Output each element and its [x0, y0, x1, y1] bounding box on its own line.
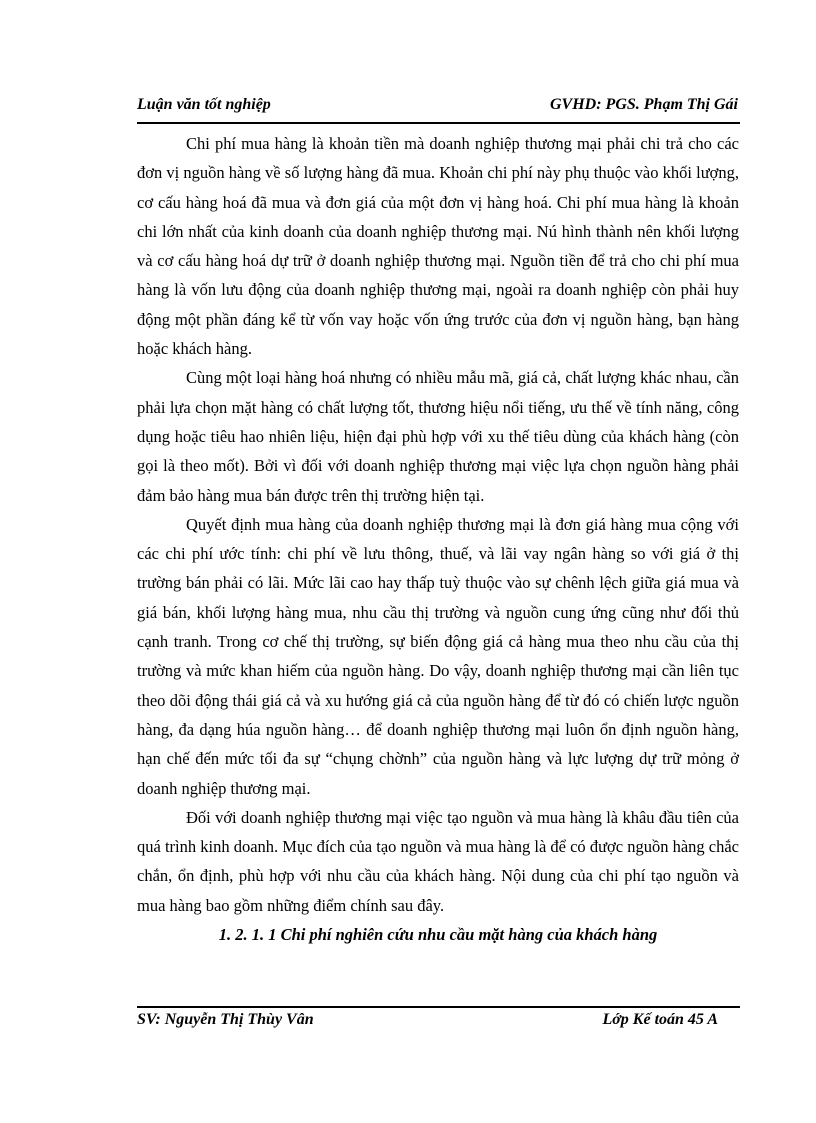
body-paragraph-4: Đối với doanh nghiệp thương mại việc tạo nguồn và mua hàng là khâu đầu tiên của quá trình kinh doanh. Mục đích của tạo nguồn và mua hàng là để có được nguồn hàng chắc chắn, ổn định, phù hợp với nhu cầu của khách hàng. Nội dung của chi phí tạo nguồn và mua hàng bao gồm những điểm chính sau đây. — [137, 807, 739, 915]
page-body — [137, 129, 739, 949]
page-footer — [137, 1006, 740, 1036]
page-header — [137, 94, 740, 124]
footer-student-name: SV: Nguyễn Thị Thùy Vân — [137, 1011, 314, 1028]
body-paragraph-2: Cùng một loại hàng hoá nhưng có nhiều mẫu mã, giá cả, chất lượng khác nhau, cần phải lựa chọn mặt hàng có chất lượng tốt, thương hiệu nổi tiếng, ưu thế về tính năng, công dụng hoặc tiêu hao nhiên liệu, hiện đại phù hợp với xu thế tiêu dùng của khách hàng (còn gọi là theo mốt). Bởi vì đối với doanh nghiệp thương mại việc lựa chọn nguồn hàng phải đảm bảo hàng mua bán được trên thị trường hiện tại. — [137, 368, 739, 505]
body-paragraph-1: Chi phí mua hàng là khoản tiền mà doanh nghiệp thương mại phải chi trả cho các đơn vị nguồn hàng về số lượng hàng đã mua. Khoản chi phí này phụ thuộc vào khối lượng, cơ cấu hàng hoá đã mua và đơn giá của một đơn vị hàng hoá. Chi phí mua hàng là khoản chi lớn nhất của kinh doanh của doanh nghiệp thương mại. Nú hình thành nên khối lượng và cơ cấu hàng hoá dự trữ ở doanh nghiệp thương mại. Nguồn tiền để trả cho chi phí mua hàng là vốn lưu động của doanh nghiệp thương mại, ngoài ra doanh nghiệp còn phải huy động một phần đáng kể từ vốn vay hoặc vốn ứng trước của đơn vị nguồn hàng, bạn hàng hoặc khách hàng. — [137, 134, 739, 359]
section-heading: 1. 2. 1. 1 Chi phí nghiên cứu nhu cầu mặt hàng của khách hàng — [218, 925, 658, 945]
footer-class-name: Lớp Kế toán 45 A — [602, 1011, 718, 1028]
body-paragraph-3: Quyết định mua hàng của doanh nghiệp thương mại là đơn giá hàng mua cộng với các chi phí ước tính: chi phí về lưu thông, thuế, và lãi vay ngân hàng so với giá ở thị trường bán phải có lãi. Mức lãi cao hay thấp tuỳ thuộc vào sự chênh lệch giữa giá mua và giá bán, khối lượng hàng mua, nhu cầu thị trường và nguồn cung ứng cũng như đối thủ cạnh tranh. Trong cơ chế thị trường, sự biến động giá cả hàng mua theo nhu cầu của thị trường và mức khan hiếm của nguồn hàng. Do vậy, doanh nghiệp thương mại cần liên tục theo dõi động thái giá cả và xu hướng giá cả của nguồn hàng để từ đó có chiến lược nguồn hàng, đa dạng húa nguồn hàng… để doanh nghiệp thương mại luôn ổn định nguồn hàng, hạn chế đến mức tối đa sự “chụng chờnh” của nguồn hàng và lực lượng dự trữ mỏng ở doanh nghiệp thương mại. — [137, 514, 739, 798]
header-document-type: Luận văn tốt nghiệp — [137, 96, 271, 113]
header-supervisor: GVHD: PGS. Phạm Thị Gái — [549, 96, 738, 113]
